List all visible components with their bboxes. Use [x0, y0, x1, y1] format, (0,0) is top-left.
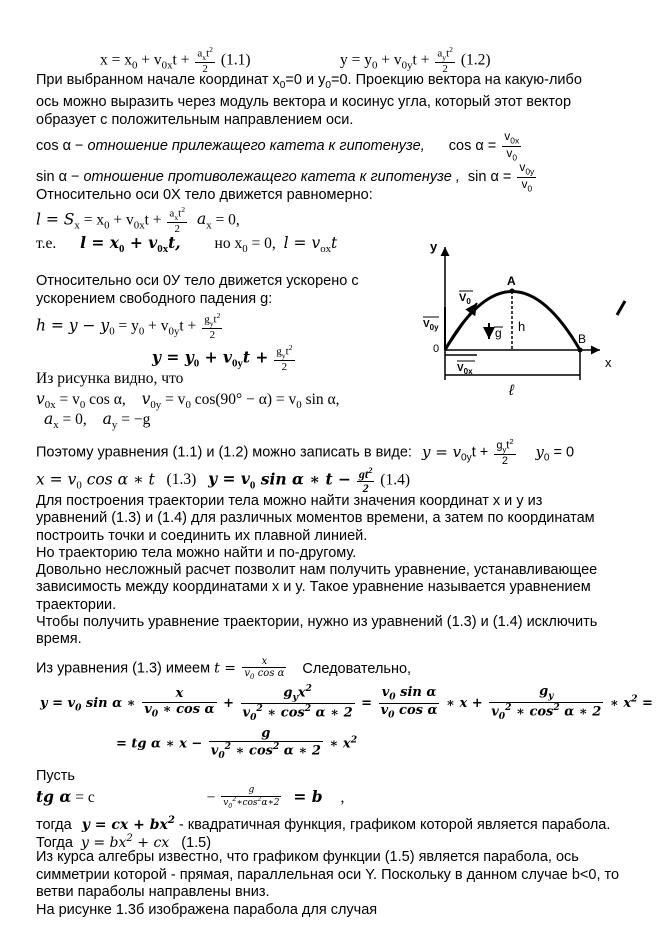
v0-vector	[445, 303, 477, 350]
v0y-label: $V_{0y}$	[423, 319, 439, 332]
from-figure: Из рисунка видно, что	[36, 370, 184, 387]
y-axis-label: y	[430, 239, 438, 254]
equation-1-1: $x = x_0 + v_{0x}t$ + $\frac{a_xt^2}{2}$ (1.1)	[100, 45, 251, 76]
v0-label: $V_0$	[459, 292, 471, 306]
velocity-components: $v_{0x} = v_0$ cos α, $v_{0y} = v_0$ $\cos(90^\circ - \alpha) = v_0$ sin α,	[36, 390, 340, 412]
trajectory-figure	[415, 235, 630, 405]
paragraph-origin: При выбранном начале координат $x_0=0$ и $y_0=0$. Проекцию вектора на какую-либо ось можно выразить через модуль вектора и косинус угла, который этот вектор образует с положительным направлением оси.	[36, 72, 582, 128]
tg-substitution: tg α = c − $\frac{g}{v_0^2∗\cos^2\alpha∗2}$ = b ,	[36, 785, 345, 810]
from-eq-1-3: Из уравнения (1.3) имеем t = $\frac{x}{v_0 \cos \alpha}$ Следовательно,	[36, 656, 412, 681]
origin-label: 0	[433, 343, 440, 355]
gravity-label: g	[495, 326, 502, 340]
oy-title: Относительно оси 0У тело движется ускорено с ускорением свободного падения g:	[36, 273, 359, 307]
equations-1-3-1-4: $x = v_0$ cos α ∗ t (1.3) $y = v_0$ sin α ∗ t − $\frac{gt^2}{2}$ (1.4)	[36, 466, 410, 496]
point-a-label: A	[507, 274, 516, 288]
equation-number: (1.2)	[460, 51, 491, 69]
point-b-label: B	[578, 332, 587, 346]
equation-number: (1.1)	[220, 51, 251, 69]
equation-1-2: $y = y_0 + v_{0y}t$ + $\frac{a_yt^2}{2}$ (1.2)	[340, 45, 491, 76]
h-equation: $h = y - y_0 = y_0 + v_{0y}t$ + $\frac{g_yt^2}{2}$	[36, 311, 221, 342]
x-axis-label: x	[605, 355, 612, 370]
paragraph-parabola: Из курса алгебры известно, что графиком функции (1.5) является парабола, ось симметрии которой - прямая, параллельная оси Y. Поскольку в данном случае b<0, то ветви параболы направлены вниз. На рисунке 1.3б изображена парабола для случая	[36, 849, 620, 918]
l-equation: $l = S_x = x_0 + v_{0x}t$ + $\frac{a_xt^2}{2}$ $a_x = 0$,	[36, 205, 240, 236]
pen-mark	[617, 301, 625, 315]
te-line: т.е. $l = x_0 + v_{0x}t$, но $x_0 = 0$, $l = v_{ox}t$	[36, 233, 338, 256]
let-label: Пусть	[36, 768, 75, 784]
paragraph-trajectory: Для построения траектории тела можно найти значения координат x и y из уравнений (1.3) и (1.4) для различных моментов времени, а затем по координатам построить точки и соединить их плавной линией. Но траекторию тела можно найти и по-другому. Довольно несложный расчет позволит нам получить уравнение, устанавливающее зависимость между координатами x и y. Такое уравнение называется уравнением траектории. Чтобы получить уравнение траектории, нужно из уравнений (1.3) и (1.4) исключить время.	[36, 493, 598, 648]
acceleration-components: $a_x = 0$, $a_y = -g$	[44, 410, 151, 432]
trajectory-equation-1: $y = v_0$ sin α ∗ $\frac{x}{v_0 ∗ \cos \alpha}$ + $\frac{g_yx^2}{v_0^2 ∗ \cos^2 \alpha ∗ 2}$ = $\frac{v_0 \sin \alpha}{v_0 \cos \alpha}$ ∗ x + $\frac{g_y}{v_0^2 ∗ \cos^2 \alpha ∗ 2}$ ∗ $x^2$ =	[40, 683, 653, 723]
then-quadratic: тогда y = cx + $bx^2$ - квадратичная функция, графиком которой является парабола.	[36, 814, 611, 833]
cos-definition: cos α − отношение прилежащего катета к гипотенузе, cos α = $\frac{v_{0x}}{v_0}$	[36, 129, 520, 163]
sin-definition: sin α − отношение противолежащего катета к гипотенузе , sin α = $\frac{v_{0y}}{v_0}$	[36, 160, 535, 194]
v0x-label: $V_{0x}$	[457, 363, 473, 376]
y-bold-equation: $y = y_0 + v_{0y}t$ + $\frac{g_yt^2}{2}$	[152, 343, 293, 374]
thus-line: Поэтому уравнения (1.1) и (1.2) можно записать в виде: $y = v_{0y}t$ + $\frac{g_yt^2}{2}$ $y_0 = 0$	[36, 437, 575, 468]
height-label: h	[518, 319, 526, 334]
then-eq-1-5: Тогда $y = bx^2$ + cx (1.5)	[36, 833, 212, 851]
range-label: ℓ	[509, 382, 514, 399]
ox-title: Относительно оси 0X тело движется равномерно:	[36, 187, 373, 203]
trajectory-equation-2: = tg α ∗ x − $\frac{g}{v_0^2 ∗ \cos^2 \alpha ∗ 2}$ ∗ $x^2$	[116, 726, 358, 762]
